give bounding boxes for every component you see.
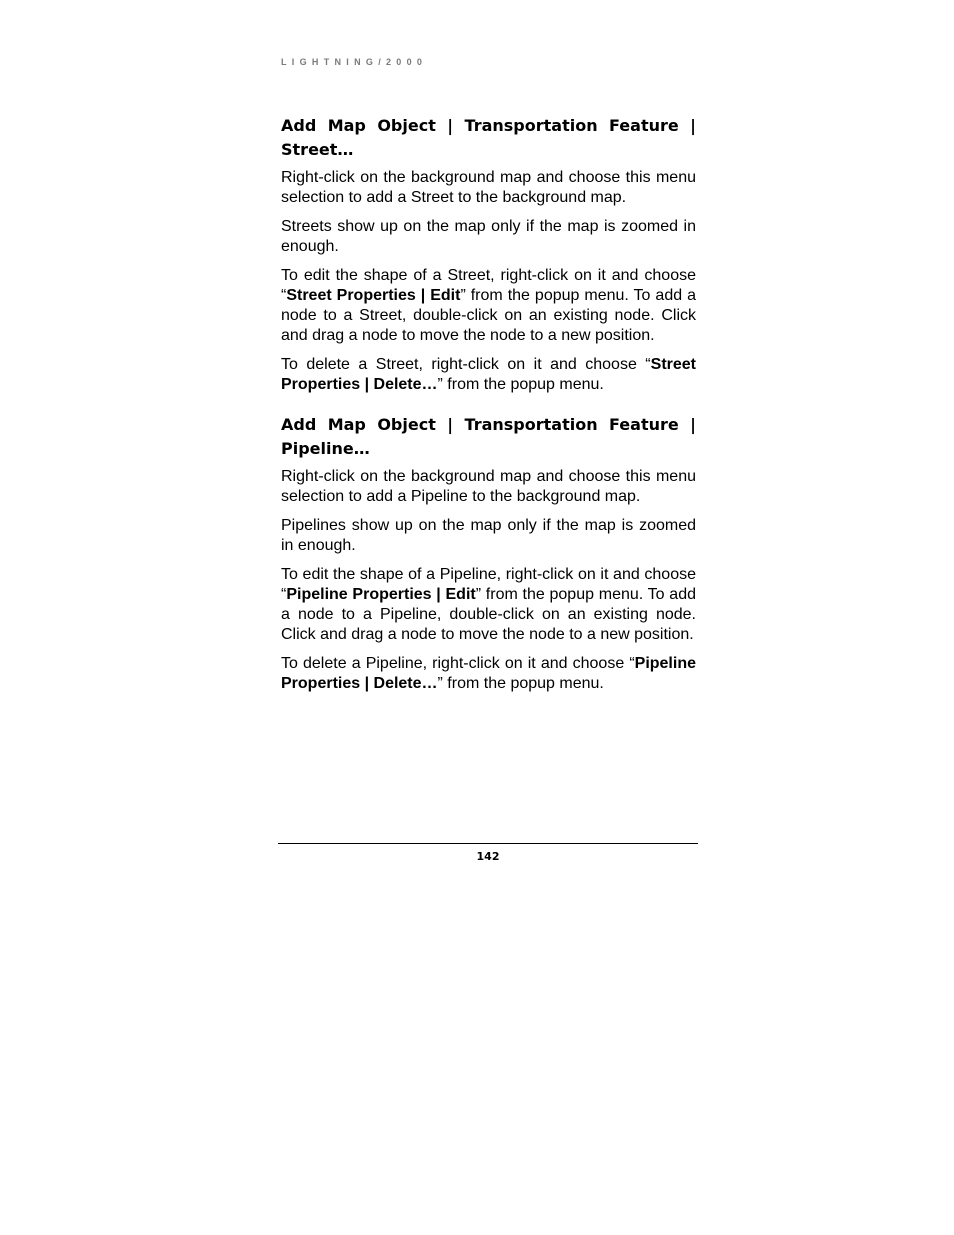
- pipeline-paragraph-add: Right-click on the background map and choose this menu selection to add a Pipeline to the background map.: [281, 468, 696, 505]
- pipeline-edit-text-a: To edit the shape of a Pipeline, right-click on it and choose “: [281, 566, 696, 603]
- street-delete-text-a: To delete a Street, right-click on it and choose “: [281, 356, 651, 373]
- page-body: [281, 114, 696, 703]
- pipeline-edit-menu-path: Pipeline Properties | Edit: [286, 586, 476, 603]
- pipeline-delete-text-b: ” from the popup menu.: [437, 675, 604, 692]
- street-paragraph-add: Right-click on the background map and choose this menu selection to add a Street to the background map.: [281, 169, 696, 206]
- running-header: LIGHTNING/2000: [281, 57, 428, 67]
- street-edit-text-b: ” from the popup menu. To add a node to a Street, double-click on an existing node. Click and drag a node to move the node to a new position.: [281, 287, 696, 344]
- pipeline-delete-menu-path: Pipeline Properties | Delete…: [281, 655, 696, 692]
- section-heading-pipeline: Add Map Object | Transportation Feature | Pipeline…: [281, 415, 696, 458]
- street-paragraph-zoom: Streets show up on the map only if the map is zoomed in enough.: [281, 218, 696, 255]
- street-delete-menu-path: Street Properties | Delete…: [281, 356, 696, 393]
- street-delete-text-b: ” from the popup menu.: [437, 376, 604, 393]
- pipeline-paragraph-delete: [281, 654, 696, 694]
- pipeline-paragraph-zoom: Pipelines show up on the map only if the map is zoomed in enough.: [281, 517, 696, 554]
- footer-rule: [278, 843, 698, 844]
- pipeline-edit-text-b: ” from the popup menu. To add a node to a Pipeline, double-click on an existing node. Click and drag a node to move the node to a new position.: [281, 586, 696, 643]
- pipeline-paragraph-edit: [281, 565, 696, 645]
- page-number: 142: [476, 850, 500, 863]
- street-edit-menu-path: Street Properties | Edit: [286, 287, 461, 304]
- street-paragraph-edit: [281, 266, 696, 346]
- pipeline-delete-text-a: To delete a Pipeline, right-click on it and choose “: [281, 655, 635, 672]
- street-edit-text-a: To edit the shape of a Street, right-click on it and choose “: [281, 267, 696, 304]
- street-paragraph-delete: [281, 355, 696, 395]
- section-heading-street: Add Map Object | Transportation Feature | Street…: [281, 116, 696, 159]
